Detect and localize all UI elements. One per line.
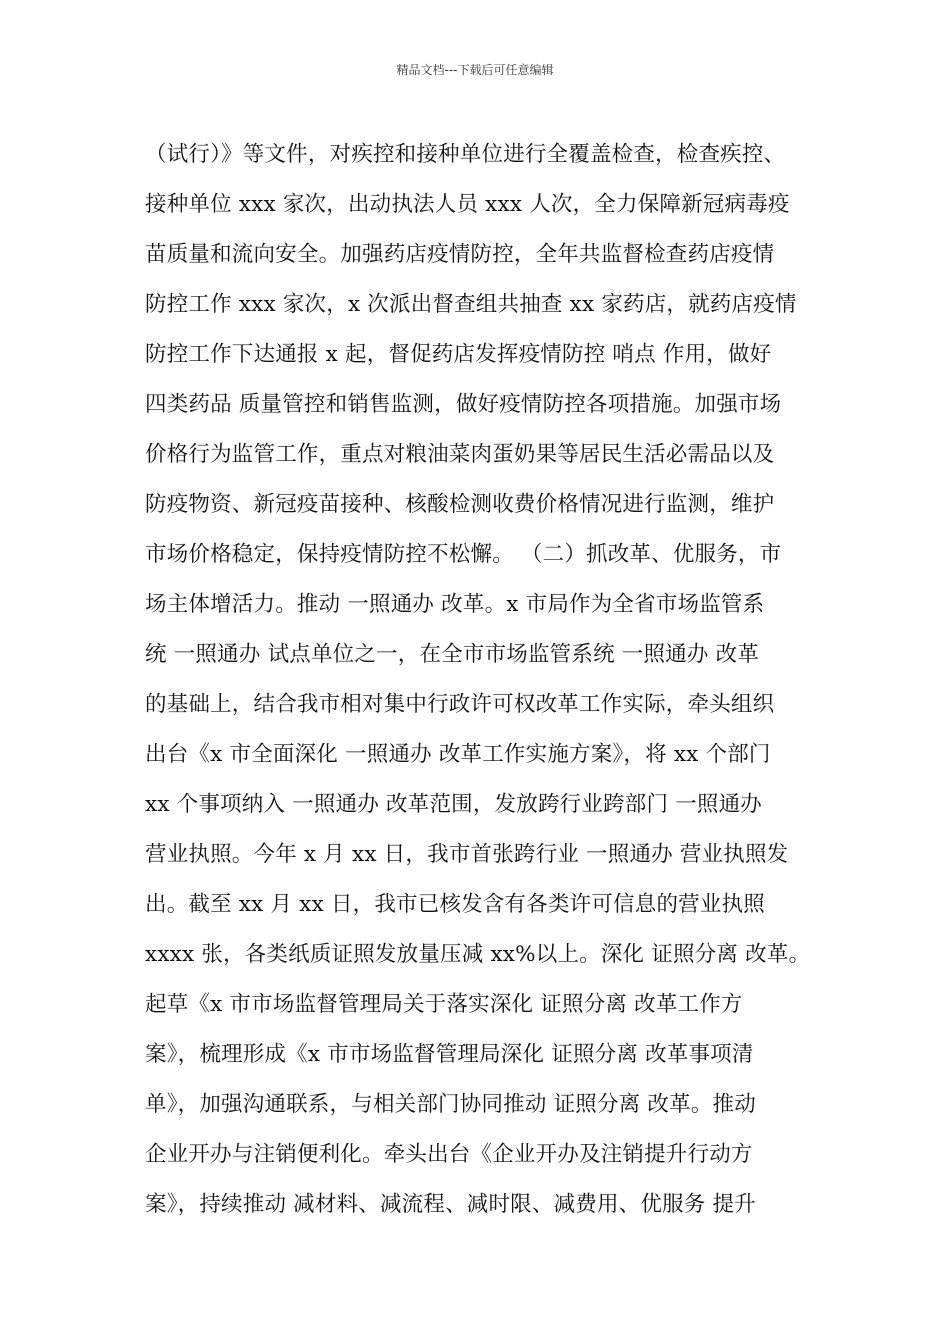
text-line: 案》，梳理形成《x 市市场监督管理局深化 证照分离 改革事项清: [145, 1042, 754, 1067]
text-line: （试行）》等文件，对疾控和接种单位进行全覆盖检查，检查疾控、: [145, 142, 786, 167]
text-line: 营业执照。今年 x 月 xx 日，我市首张跨行业 一照通办 营业执照发: [145, 842, 789, 867]
text-line: 统 一照通办 试点单位之一，在全市市场监管系统 一照通办 改革: [145, 642, 760, 667]
text-line: 企业开办与注销便利化。牵头出台《企业开办及注销提升行动方: [145, 1142, 753, 1167]
text-line: 出台《x 市全面深化 一照通办 改革工作实施方案》，将 xx 个部门: [145, 742, 771, 767]
text-line: 的基础上，结合我市相对集中行政许可权改革工作实际，牵头组织: [145, 692, 775, 717]
body-text: [145, 130, 845, 1230]
text-line: 出。截至 xx 月 xx 日，我市已核发含有各类许可信息的营业执照: [145, 892, 765, 917]
text-line: xx 个事项纳入 一照通办 改革范围，发放跨行业跨部门 一照通办: [145, 792, 762, 817]
text-line: 防控工作 xxx 家次，x 次派出督查组共抽查 xx 家药店，就药店疫情: [145, 292, 797, 317]
text-line: 防控工作下达通报 x 起，督促药店发挥疫情防控 哨点 作用，做好: [145, 342, 772, 367]
text-line: 价格行为监管工作，重点对粮油菜肉蛋奶果等居民生活必需品以及: [145, 442, 775, 467]
page-header: 精品文档---下载后可任意编辑: [396, 63, 554, 77]
text-line: 四类药品 质量管控和销售监测，做好疫情防控各项措施。加强市场: [145, 392, 782, 417]
text-line: 市场价格稳定，保持疫情防控不松懈。 （二）抓改革、优服务，市: [145, 542, 782, 567]
text-line: 接种单位 xxx 家次，出动执法人员 xxx 人次，全力保障新冠病毒疫: [145, 192, 790, 217]
text-line: 单》，加强沟通联系，与相关部门协同推动 证照分离 改革。推动: [145, 1092, 756, 1117]
text-line: 苗质量和流向安全。加强药店疫情防控，全年共监督检查药店疫情: [145, 242, 775, 267]
text-line: 起草《x 市市场监督管理局关于落实深化 证照分离 改革工作方: [145, 992, 743, 1017]
text-line: 防疫物资、新冠疫苗接种、核酸检测收费价格情况进行监测，维护: [145, 492, 775, 517]
text-line: xxxx 张，各类纸质证照发放量压减 xx%以上。深化 证照分离 改革。: [145, 942, 811, 967]
text-line: 场主体增活力。推动 一照通办 改革。x 市局作为全省市场监管系: [145, 592, 765, 617]
text-line: 案》，持续推动 减材料、减流程、减时限、减费用、优服务 提升: [145, 1192, 756, 1217]
